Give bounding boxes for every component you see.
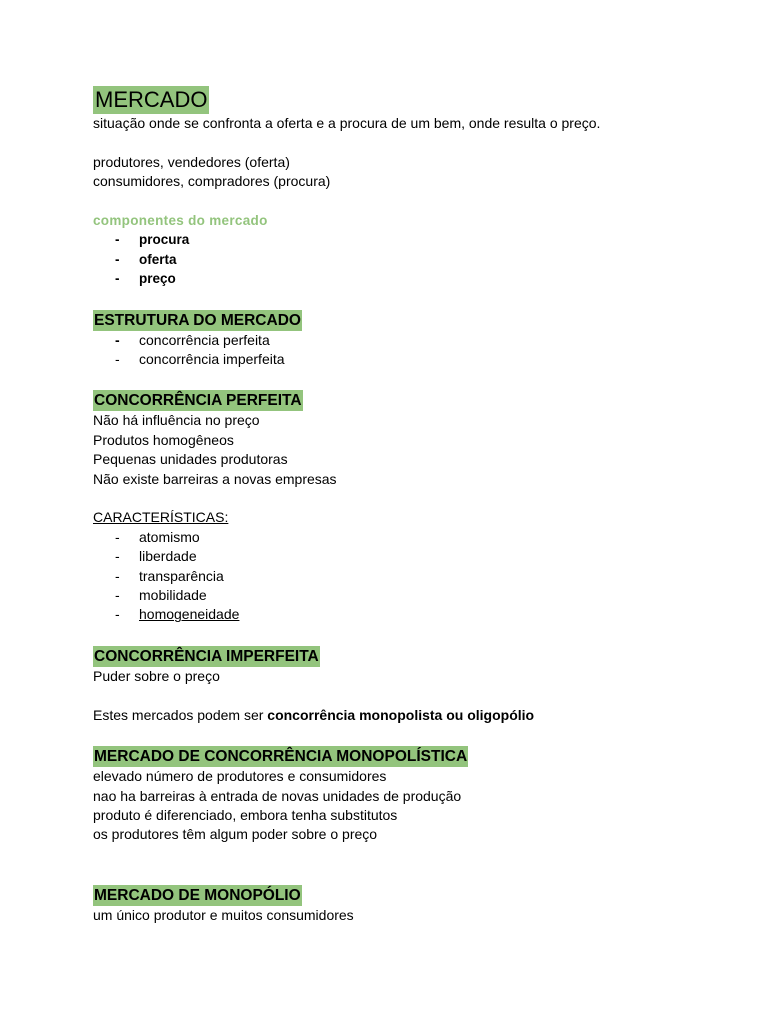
intro-text: situação onde se confronta a oferta e a procura de um bem, onde resulta o preço. [93, 115, 601, 131]
list-item: - procura [115, 232, 190, 248]
monopolistica-line: os produtores têm algum poder sobre o preço [93, 826, 378, 843]
roles-line-1: produtores, vendedores (oferta) [93, 153, 290, 170]
section-heading-imperfeita: CONCORRÊNCIA IMPERFEITA [94, 647, 319, 665]
section-heading-estrutura: ESTRUTURA DO MERCADO [94, 311, 301, 329]
components-label: componentes do mercado [93, 213, 268, 228]
caracteristicas-list [93, 528, 733, 625]
list-item: - mobilidade [115, 587, 207, 604]
list-item: - atomismo [115, 528, 200, 545]
list-item: - concorrência perfeita [115, 331, 270, 348]
monopolistica-line: nao ha barreiras à entrada de novas unidades de produção [93, 787, 462, 804]
section-heading-monopolio: MERCADO DE MONOPÓLIO [94, 886, 301, 904]
perfeita-heading-row [93, 388, 733, 411]
caracteristicas-label: CARACTERÍSTICAS: [93, 509, 229, 526]
list-item: - transparência [115, 567, 224, 584]
monopolio-line: um único produtor e muitos consumidores [93, 906, 354, 923]
document-page [93, 86, 733, 925]
section-heading-monopolistica: MERCADO DE CONCORRÊNCIA MONOPOLÍSTICA [94, 748, 468, 766]
list-item: - liberdade [115, 548, 197, 565]
monopolistica-line: elevado número de produtores e consumidores [93, 768, 387, 785]
list-item: - homogeneidade [115, 606, 240, 623]
imperfeita-heading-row [93, 644, 733, 667]
perfeita-line: Não há influência no preço [93, 412, 260, 429]
perfeita-line: Produtos homogêneos [93, 431, 234, 448]
imperfeita-line-2: Estes mercados podem ser concorrência monopolista ou oligopólio [93, 706, 535, 723]
list-item: - oferta [115, 251, 177, 267]
components-list [93, 230, 733, 288]
list-item: - preço [115, 271, 176, 287]
imperfeita-line-1: Puder sobre o preço [93, 667, 220, 684]
title-row [93, 86, 733, 114]
roles-line-2: consumidores, compradores (procura) [93, 173, 331, 190]
list-item: - concorrência imperfeita [115, 351, 285, 368]
perfeita-line: Não existe barreiras a novas empresas [93, 470, 337, 487]
estrutura-list [93, 331, 733, 370]
document-title: MERCADO [95, 87, 208, 112]
monopolistica-heading-row [93, 744, 733, 767]
estrutura-heading-row [93, 308, 733, 331]
monopolio-heading-row [93, 883, 733, 906]
section-heading-perfeita: CONCORRÊNCIA PERFEITA [94, 392, 302, 410]
monopolistica-line: produto é diferenciado, embora tenha substitutos [93, 806, 398, 823]
perfeita-line: Pequenas unidades produtoras [93, 451, 288, 468]
